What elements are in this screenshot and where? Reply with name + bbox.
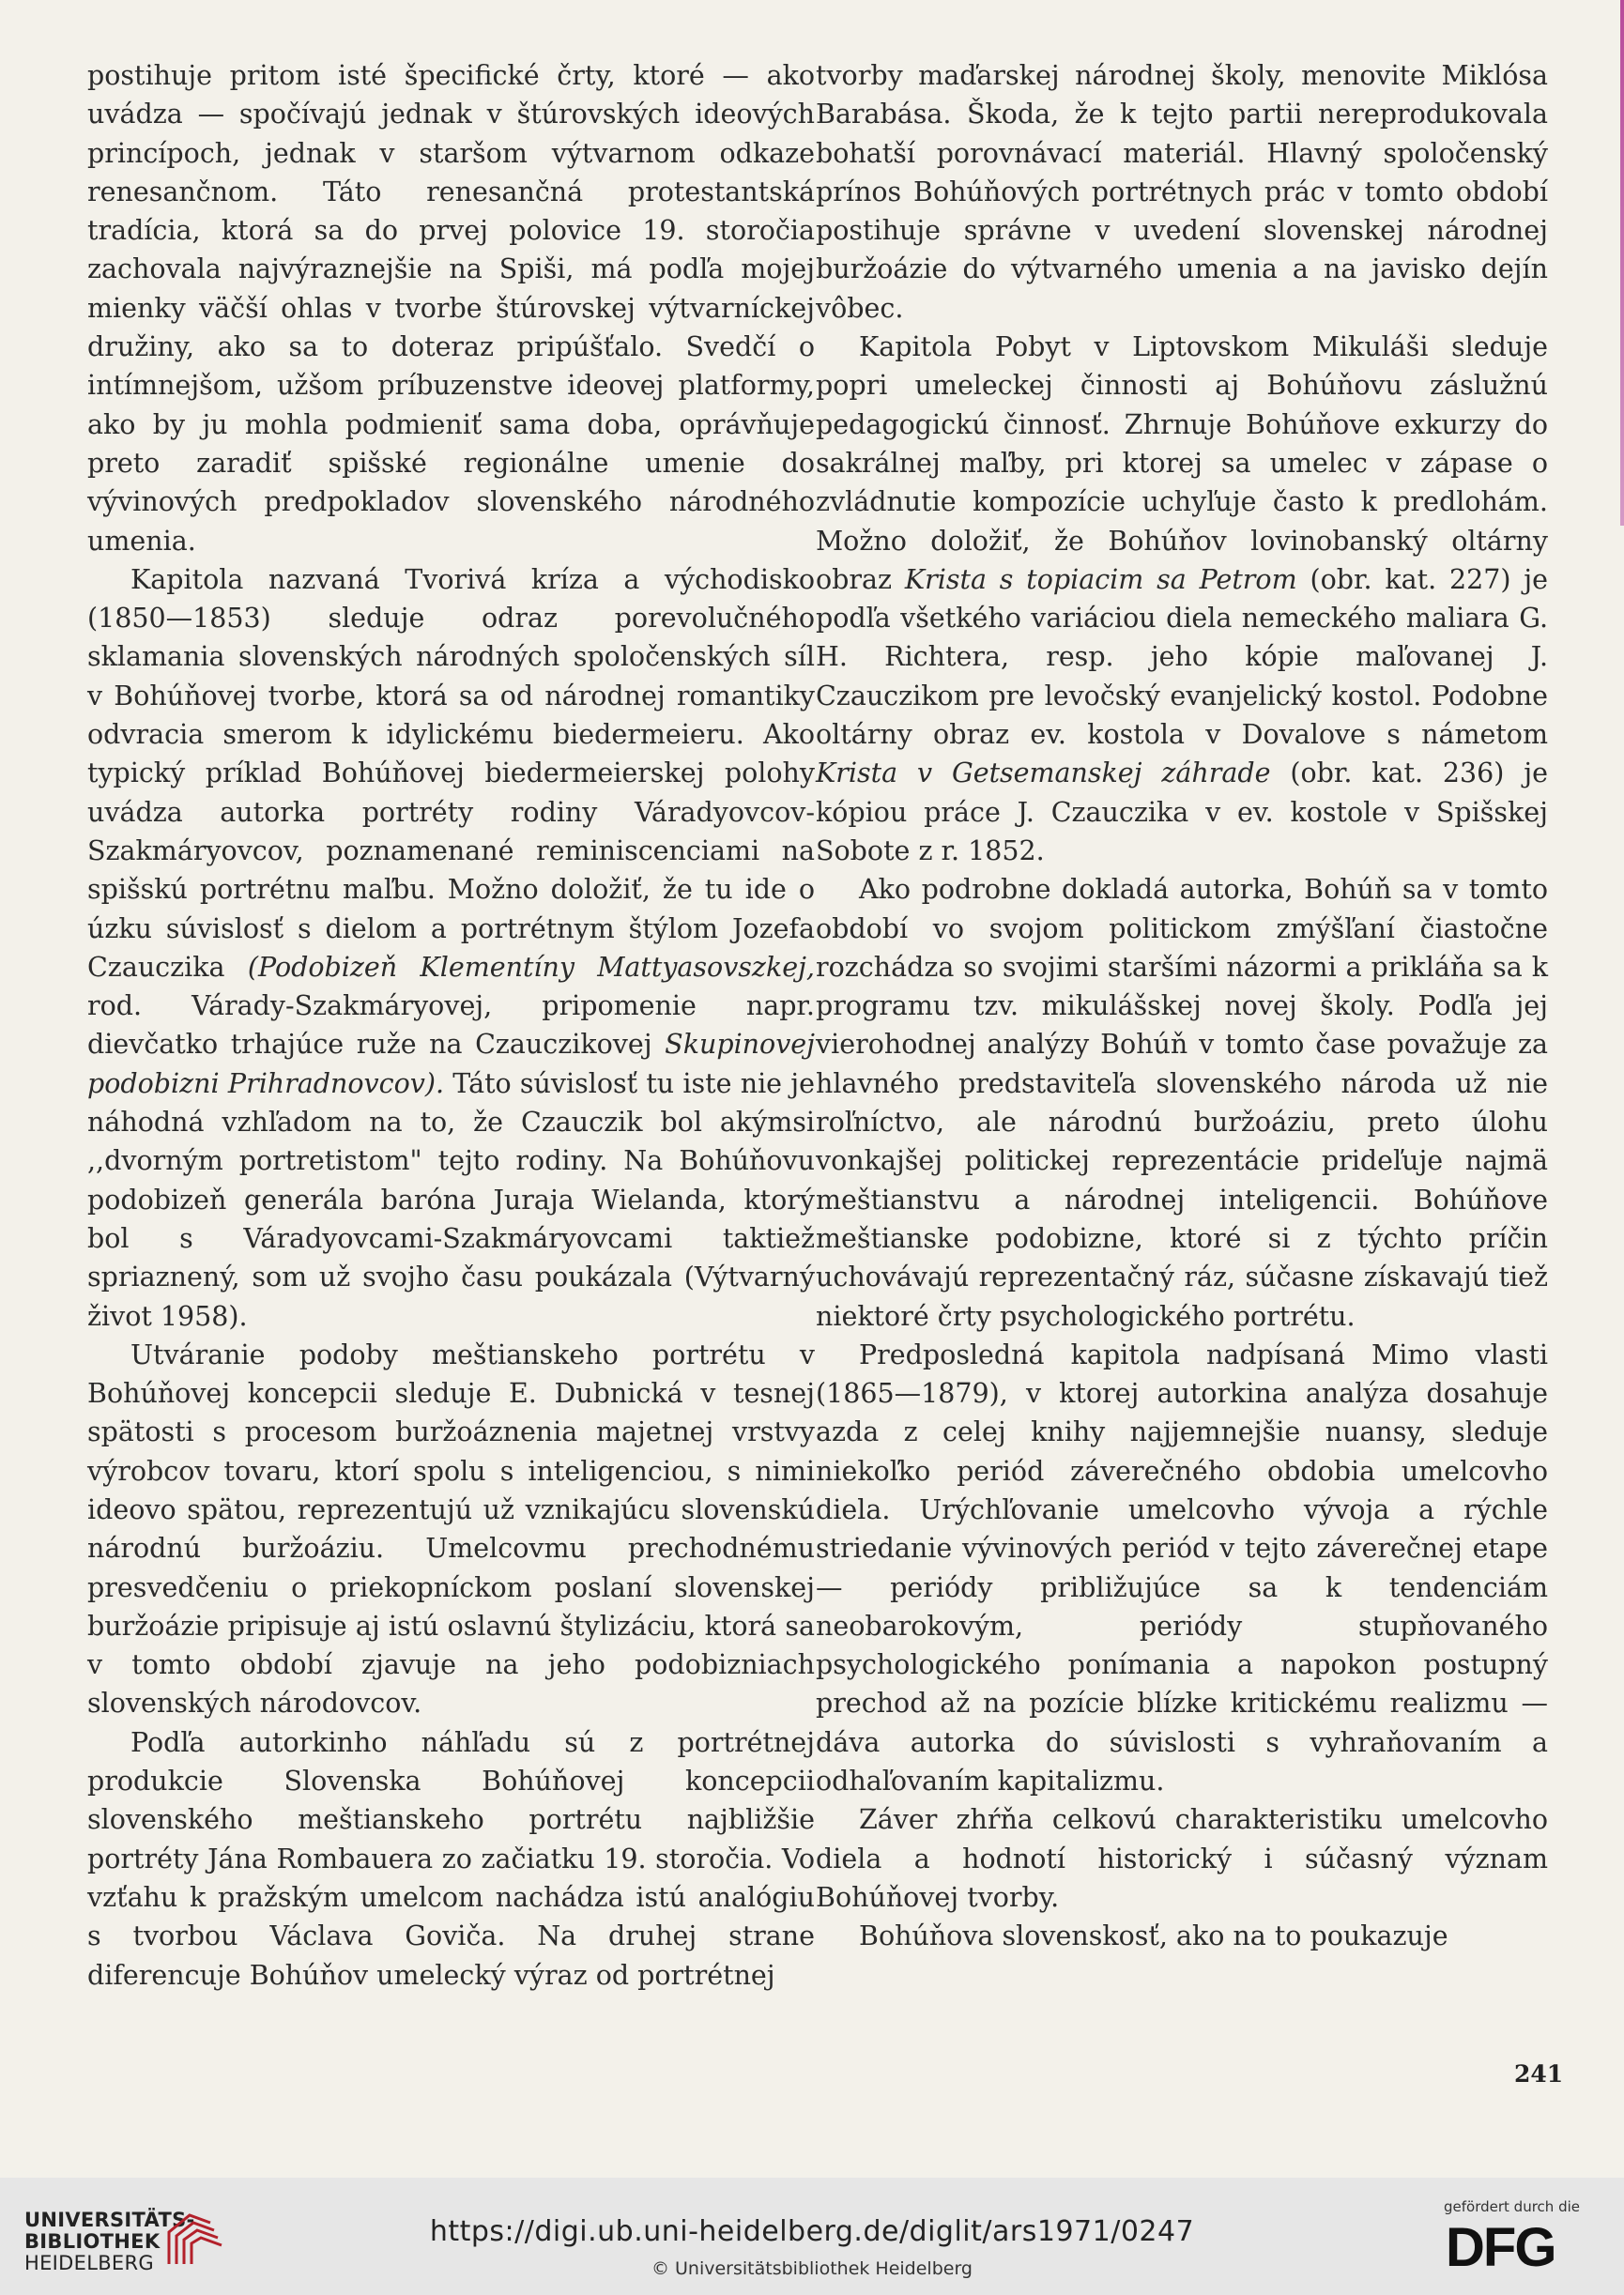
right-paragraph-6: Bohúňova slovenskosť, ako na to poukazuje: [859, 1920, 1448, 1952]
artwork-title: (Podobizeň Klementíny Mattyasovszkej,: [247, 951, 815, 983]
viewer-footer: [0, 2178, 1624, 2295]
left-paragraph-3: Utváranie podoby meštianskeho portrétu v Bohúňovej koncepcii sleduje E. Dubnická v tesnej spätosti s procesom buržoáznenia majetnej vrstvy výrobcov tovaru, ktorí spolu s inteligenciou, s nimi ideovo spätou, reprezentujú už vznikajúcu slovenskú národnú buržoáziu. Umelcovmu prechodnému presvedčeniu o priekopníckom poslaní slovenskej buržoázie pripisuje aj istú oslavnú štylizáciu, ktorá sa v tomto období zjavuje na jeho podobizniach slovenských národovcov.: [87, 1339, 815, 1720]
svg-text:DFG: DFG: [1446, 2217, 1555, 2273]
left-paragraph-1: postihuje pritom isté špecifické črty, ktoré — ako uvádza — spočívajú jednak v štúrovských ideových princípoch, jednak v staršom výtvarnom odkaze renesančnom. Táto renesančná protestantská tradícia, ktorá sa do prvej polovice 19. storočia zachovala najvýraznejšie na Spiši, má podľa mojej mienky väčší ohlas v tvorbe štúrovskej výtvarníckej družiny, ako sa to doteraz pripúšťalo. Svedčí o intímnejšom, užšom príbuzenstve ideovej platformy, ako by ju mohla podmieniť sama doba, oprávňuje preto zaradiť spišské regionálne umenie do vývinových predpokladov slovenského národného umenia.: [87, 60, 815, 557]
copyright-notice: © Universitätsbibliothek Heidelberg: [651, 2258, 973, 2279]
artwork-title: Krista v Getsemanskej záhrade: [816, 757, 1271, 789]
artwork-title: Skupinovej podobizni Prihradnovcov).: [87, 1029, 815, 1099]
page-number: 241: [1514, 2060, 1564, 2088]
right-paragraph-4: Predposledná kapitola nadpísaná Mimo vlasti (1865—1879), v ktorej autorkina analýza dosahuje azda z celej knihy najjemnejšie nuansy, sleduje niekoľko periód záverečného obdobia umelcovho diela. Urýchľovanie umelcovho vývoja a rýchle striedanie vývinových periód v tejto záverečnej etape — periódy približujúce sa k tendenciám neobarokovým, periódy stupňovaného psychologického ponímania a napokon postupný prechod až na pozície blízke kritickému realizmu — dáva autorka do súvislosti s vyhraňovaním a odhaľovaním kapitalizmu.: [816, 1339, 1548, 1798]
artwork-title: Krista s topiacim sa Petrom: [904, 563, 1297, 595]
page-edge-marker: [1620, 0, 1624, 526]
dfg-logo-icon: [1444, 2217, 1594, 2273]
funder-label: gefördert durch die: [1444, 2198, 1580, 2215]
right-column: [816, 56, 1548, 1956]
right-paragraph-1: tvorby maďarskej národnej školy, menovite Miklósa Barabása. Škoda, že k tejto partii nereprodukovala bohatší porovnávací materiál. Hlavný spoločenský prínos Bohúňových portrétnych prác v tomto období postihuje správne v uvedení slovenskej národnej buržoázie do výtvarného umenia a na javisko dejín vôbec.: [816, 60, 1548, 324]
document-url-link[interactable]: https://digi.ub.uni-heidelberg.de/diglit/ars1971/0247: [429, 2215, 1195, 2248]
right-paragraph-2: Kapitola Pobyt v Liptovskom Mikuláši sleduje popri umeleckej činnosti aj Bohúňovu záslužnú pedagogickú činnosť. Zhrnuje Bohúňove exkurzy do sakrálnej maľby, pri ktorej sa umelec v zápase o zvládnutie kompozície uchyľuje často k predlohám. Možno doložiť, že Bohúňov lovinobanský oltárny obraz Krista s topiacim sa Petrom (obr. kat. 227) je podľa všetkého variáciou diela nemeckého maliara G. H. Richtera, resp. jeho kópie maľovanej J. Czauczikom pre levočský evanjelický kostol. Podobne oltárny obraz ev. kostola v Dovalove s námetom Krista v Getsemanskej záhrade (obr. kat. 236) je kópiou práce J. Czauczika v ev. kostole v Spišskej Sobote z r. 1852.: [816, 331, 1549, 866]
institution-name: UNIVERSITÄTS- BIBLIOTHEK HEIDELBERG: [24, 2209, 195, 2274]
left-paragraph-2: Kapitola nazvaná Tvorivá kríza a východisko (1850—1853) sleduje odraz porevolučného sklamania slovenských národných spoločenských síl v Bohúňovej tvorbe, ktorá sa od národnej romantiky odvracia smerom k idylickému biedermeieru. Ako typický príklad Bohúňovej biedermeierskej polohy uvádza autorka portréty rodiny Váradyovcov-Szakmáryovcov, poznamenané reminiscenciami na spišskú portrétnu maľbu. Možno doložiť, že tu ide o úzku súvislosť s dielom a portrétnym štýlom Jozefa Czauczika (Podobizeň Klementíny Mattyasovszkej, rod. Várady-Szakmáryovej, pripomenie napr. dievčatko trhajúce ruže na Czauczikovej Skupinovej podobizni Prihradnovcov). Táto súvislosť tu iste nie je náhodná vzhľadom na to, že Czauczik bol akýmsi ,,dvorným portretistom" tejto rodiny. Na Bohúňovu podobizeň generála baróna Juraja Wielanda, ktorý bol s Váradyovcami-Szakmáryovcami taktiež spriaznený, som už svojho času poukázala (Výtvarný život 1958).: [87, 563, 815, 1332]
right-paragraph-3: Ako podrobne dokladá autorka, Bohúň sa v tomto období vo svojom politickom zmýšľaní čiastočne rozchádza so svojimi staršími názormi a prikláňa sa k programu tzv. mikulášskej novej školy. Podľa jej vierohodnej analýzy Bohúň v tomto čase považuje za hlavného predstaviteľa slovenského národa už nie roľníctvo, ale národnú buržoáziu, preto úlohu vonkajšej politickej reprezentácie prideľuje najmä meštianstvu a národnej inteligencii. Bohúňove meštianske podobizne, ktoré si z týchto príčin uchovávajú reprezentačný ráz, súčasne získavajú tiež niektoré črty psychologického portrétu.: [816, 874, 1548, 1332]
right-paragraph-5: Záver zhŕňa celkovú charakteristiku umelcovho diela a hodnotí historický i súčasný význam Bohúňovej tvorby.: [816, 1804, 1548, 1913]
left-paragraph-4: Podľa autorkinho náhľadu sú z portrétnej produkcie Slovenska Bohúňovej koncepcii slovenského meštianskeho portrétu najbližšie portréty Jána Rombauera zo začiatku 19. storočia. Vo vzťahu k pražským umelcom nachádza istú analógiu s tvorbou Václava Goviča. Na druhej strane diferencuje Bohúňov umelecký výraz od portrétnej: [87, 1726, 815, 1991]
left-column: [87, 56, 815, 1995]
